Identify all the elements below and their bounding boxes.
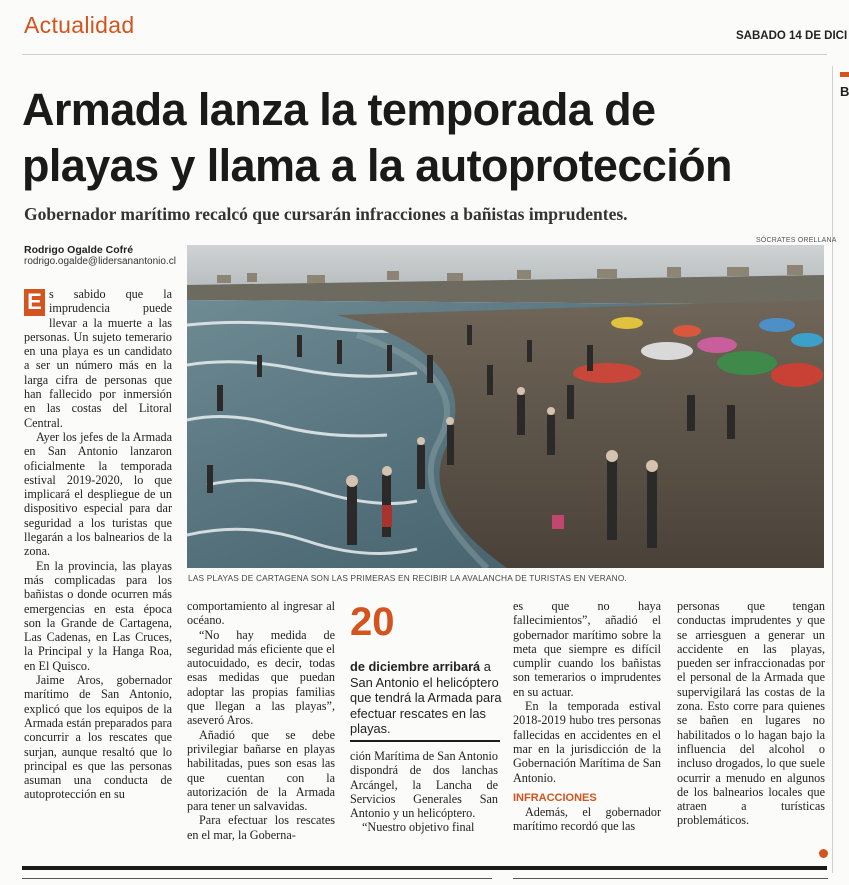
paragraph: “No hay medida de seguridad más eficiente que el autocuidado, es decir, todas esas medidas que puedan adoptar las propias familias que llegan a las playas”, aseveró Aros. — [187, 627, 335, 728]
author-email: rodrigo.ogalde@lidersanantonio.cl — [24, 256, 176, 267]
section-label: Actualidad — [24, 12, 135, 38]
paragraph: es que no haya fallecimientos”, añadió el gobernador marítimo sobre la meta que siempre es difícil cumplir cuando los bañistas son temerarios o imprudentes en su actuar. — [513, 599, 661, 699]
bottom-rule — [22, 866, 827, 870]
paragraph: Además, el gobernador marítimo recordó que las — [513, 805, 661, 834]
column-5 — [677, 599, 825, 828]
bottom-thin-rule-2 — [513, 878, 828, 879]
paragraph: Ayer los jefes de la Armada en San Antonio lanzaron oficialmente la temporada estival 2019-2020, lo que implicará el despliegue de un dispositivo especial para dar seguridad a los turistas que llegarán a los balnearios de la zona. — [24, 429, 172, 559]
paragraph: E s sabido que la imprudencia puede llevar a la muerte a las personas. Un sujeto temerario en una playa es un candidato a ser un número más en la larga cifra de personas que han fallecido por inmersión en las costas del Litoral Central. — [24, 287, 172, 430]
paragraph: Añadió que se debe privilegiar bañarse en playas habilitadas, pues son esas las que cuentan con la autorización de la Armada para tener un salvavidas. — [187, 727, 335, 814]
column-3 — [350, 749, 498, 835]
paragraph: ción Marítima de San Antonio dispondrá de dos lanchas Arcángel, la Lancha de Servicios Generales San Antonio y un helicóptero. — [350, 749, 498, 821]
paragraph: personas que tengan conductas imprudentes y que se arriesguen a generar un accidente en las playas, pueden ser infraccionadas por el personal de la Armada que supervigilará las costas de la zona. Esto corre para quienes se bañen en lugares no habilitados o lo hagan bajo la influencia del alcohol o incluso drogados, lo que suele ocurrir a menudo en algunos de los balnearios locales que atraen a turísticas problemáticos. — [677, 599, 825, 828]
side-accent-bar — [840, 72, 849, 77]
headline — [22, 82, 832, 194]
pullquote-text — [350, 659, 502, 737]
drop-cap: E — [24, 289, 45, 316]
column-4 — [513, 599, 661, 834]
end-mark — [815, 844, 828, 862]
dateline: SÁBADO 14 DE DICI — [736, 30, 848, 42]
photo-credit: SÓCRATES ORELLANA — [756, 237, 837, 244]
subsection-heading: INFRACCIONES — [513, 791, 597, 804]
pullquote-number: 20 — [350, 600, 395, 644]
paragraph: Jaime Aros, gobernador marítimo de San Antonio, explicó que los equipos de la Armada están preparados para concurrir a los rescates que surjan, aunque resaltó que lo principal es que las personas asuman una conducta de autoprotección en su — [24, 673, 172, 802]
author-name: Rodrigo Ogalde Cofré — [24, 244, 134, 256]
header-rule — [22, 54, 827, 55]
bottom-thin-rule — [22, 878, 492, 879]
beach-photo — [187, 245, 824, 568]
headline-line-1: Armada lanza la temporada de — [22, 84, 656, 135]
end-mark-icon — [819, 849, 828, 858]
pullquote-rest: a San Antonio el helicóptero que tendrá la Armada para efectuar rescates en las playas. — [350, 659, 502, 736]
column-2 — [187, 599, 335, 842]
side-column-letter: B — [840, 84, 849, 99]
subhead: Gobernador marítimo recalcó que cursarán infracciones a bañistas imprudentes. — [24, 204, 628, 224]
photo-caption: LAS PLAYAS DE CARTAGENA SON LAS PRIMERAS EN RECIBIR LA AVALANCHA DE TURISTAS EN VERANO. — [188, 573, 627, 583]
paragraph: comportamiento al ingresar al océano. — [187, 599, 335, 628]
paragraph: Para efectuar los rescates en el mar, la Goberna- — [187, 813, 335, 842]
pullquote-rule — [350, 740, 500, 742]
paragraph: “Nuestro objetivo final — [362, 820, 475, 835]
column-1 — [24, 287, 172, 802]
paragraph: En la provincia, las playas más complicadas para los bañistas o donde ocurren más emergencias en esta época son la Grande de Cartagena, Las Cadenas, en Las Cruces, la Principal y la Hanga Roa, en El Quisco. — [24, 558, 172, 673]
pullquote-bold: de diciembre arribará — [350, 659, 481, 674]
column-divider — [832, 66, 833, 873]
paragraph: En la temporada estival 2018-2019 hubo tres personas fallecidas en accidentes en el mar en la jurisdicción de la Gobernación Marítima de San Antonio. — [513, 699, 661, 785]
headline-line-2: playas y llama a la autoprotección — [22, 140, 732, 191]
